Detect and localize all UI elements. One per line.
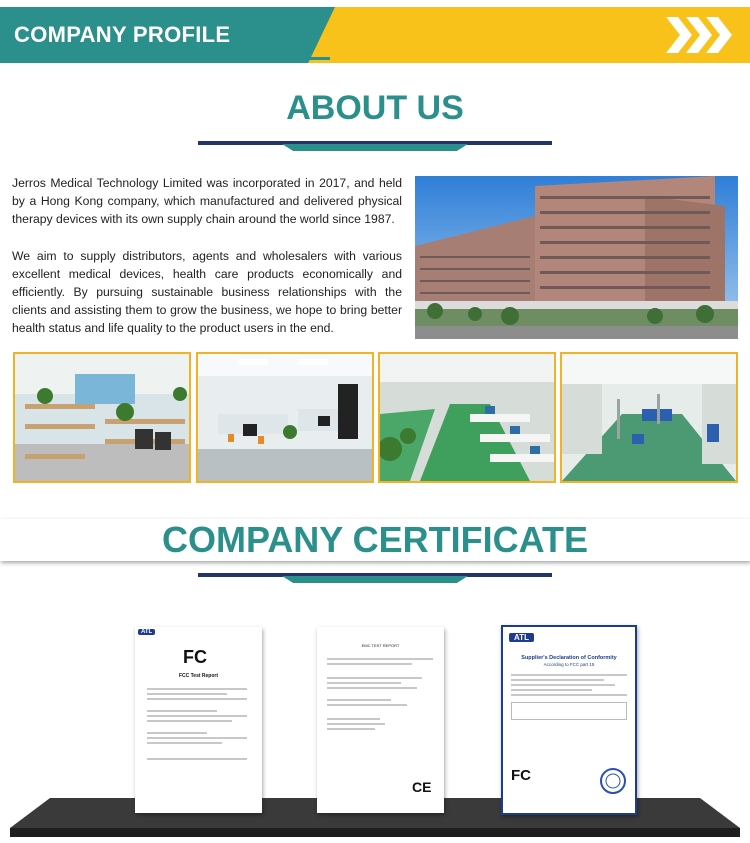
- atl-logo: ATL: [138, 629, 155, 635]
- workshop-photo: [378, 352, 556, 483]
- banner-underline: [0, 57, 330, 60]
- ce-mark: CE: [412, 779, 432, 795]
- about-paragraph-1: Jerros Medical Technology Limited was incorporated in 2017, and held by a Hong Kong company, which manufactured and delivered physical therapy devices with its own supply chain around the world since 1987.: [12, 176, 402, 227]
- about-text: [12, 174, 402, 338]
- cleanroom-photo: [560, 352, 738, 483]
- certificate-underline-tab: [282, 576, 468, 583]
- fcc-mark-2: FC: [511, 767, 531, 784]
- chevrons-icon: [666, 17, 736, 53]
- emc-report-body: [327, 655, 433, 733]
- about-underline-tab: [282, 144, 468, 151]
- seal-icon: [599, 767, 627, 795]
- atl-logo-2: ATL: [509, 633, 534, 642]
- supplier-declaration: [501, 625, 637, 815]
- fcc-report-title: FCC Test Report: [178, 673, 219, 679]
- about-paragraph-2: We aim to supply distributors, agents and wholesalers with various excellent medical devices, health care products economically and efficiently. By pursuing sustainable business relationships with the clients and assisting them to grow the business, we hope to bring better health status and life quality to the product users in the end.: [12, 248, 402, 336]
- building-photo: [415, 176, 738, 339]
- emc-test-report: [317, 627, 444, 813]
- emc-report-header: EMC TEST REPORT: [361, 643, 400, 648]
- declaration-title: Supplier's Declaration of Conformity: [521, 655, 617, 661]
- declaration-body: [511, 671, 627, 720]
- fcc-report-body: [147, 685, 247, 763]
- fcc-test-report: [135, 627, 262, 813]
- office-photo: [196, 352, 374, 483]
- fcc-mark: FC: [183, 647, 207, 667]
- profile-banner: [0, 7, 750, 63]
- about-heading: ABOUT US: [286, 89, 464, 127]
- reception-photo: [13, 352, 191, 483]
- certificate-heading: COMPANY CERTIFICATE: [0, 519, 750, 561]
- banner-title: COMPANY PROFILE: [14, 22, 231, 47]
- declaration-subtitle: According to FCC part 15: [543, 662, 595, 667]
